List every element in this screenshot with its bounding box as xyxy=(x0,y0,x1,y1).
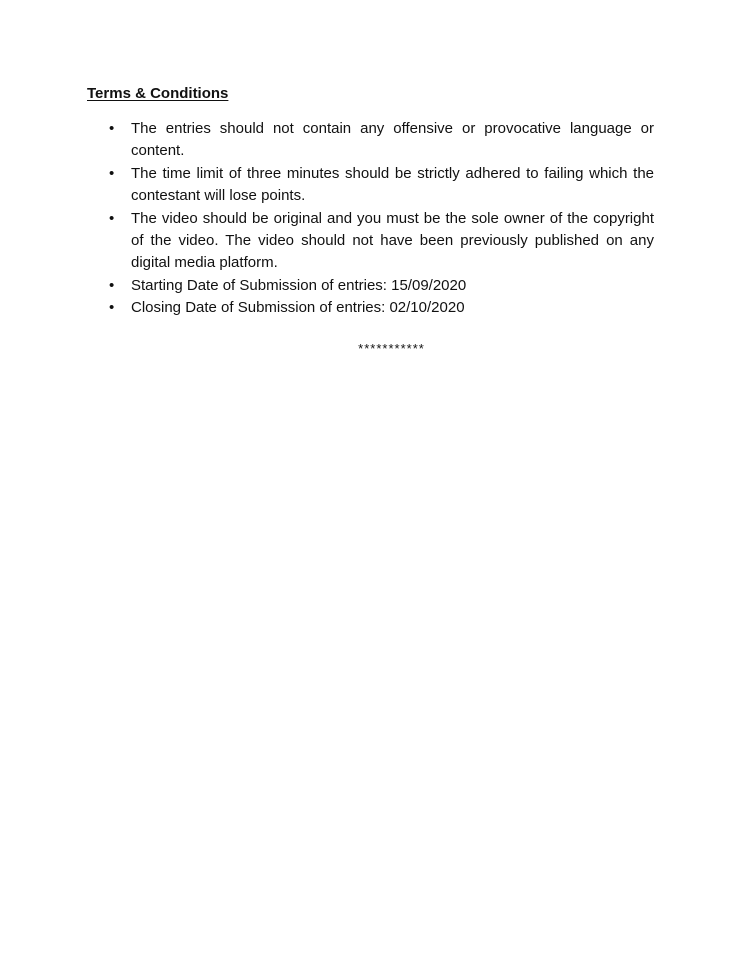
terms-item-text: The time limit of three minutes should be strictly adhered to failing which the contestant will lose points. xyxy=(131,164,654,205)
terms-item-original-video xyxy=(106,208,654,275)
bullet-icon: • xyxy=(109,164,115,182)
terms-item-offensive-content xyxy=(106,118,654,163)
terms-item-text: The entries should not contain any offensive or provocative language or content. xyxy=(131,120,654,160)
terms-item-text: The video should be original and you must be the sole owner of the copyright of the video. The video should not have been previously published on any digital media platform. xyxy=(131,209,654,272)
bullet-icon: • xyxy=(109,120,115,137)
terms-item-text: Starting Date of Submission of entries: 15/09/2020 xyxy=(131,276,467,294)
asterisk-divider: *********** xyxy=(358,341,425,356)
terms-item-closing-date xyxy=(106,297,654,319)
terms-item-time-limit xyxy=(106,163,654,208)
section-heading: Terms & Conditions xyxy=(87,85,229,102)
bullet-icon: • xyxy=(109,299,115,317)
bullet-icon: • xyxy=(109,276,115,294)
terms-list xyxy=(106,118,654,320)
terms-item-text: Closing Date of Submission of entries: 02/10/2020 xyxy=(131,299,465,317)
terms-item-start-date xyxy=(106,275,654,297)
bullet-icon: • xyxy=(109,209,115,227)
